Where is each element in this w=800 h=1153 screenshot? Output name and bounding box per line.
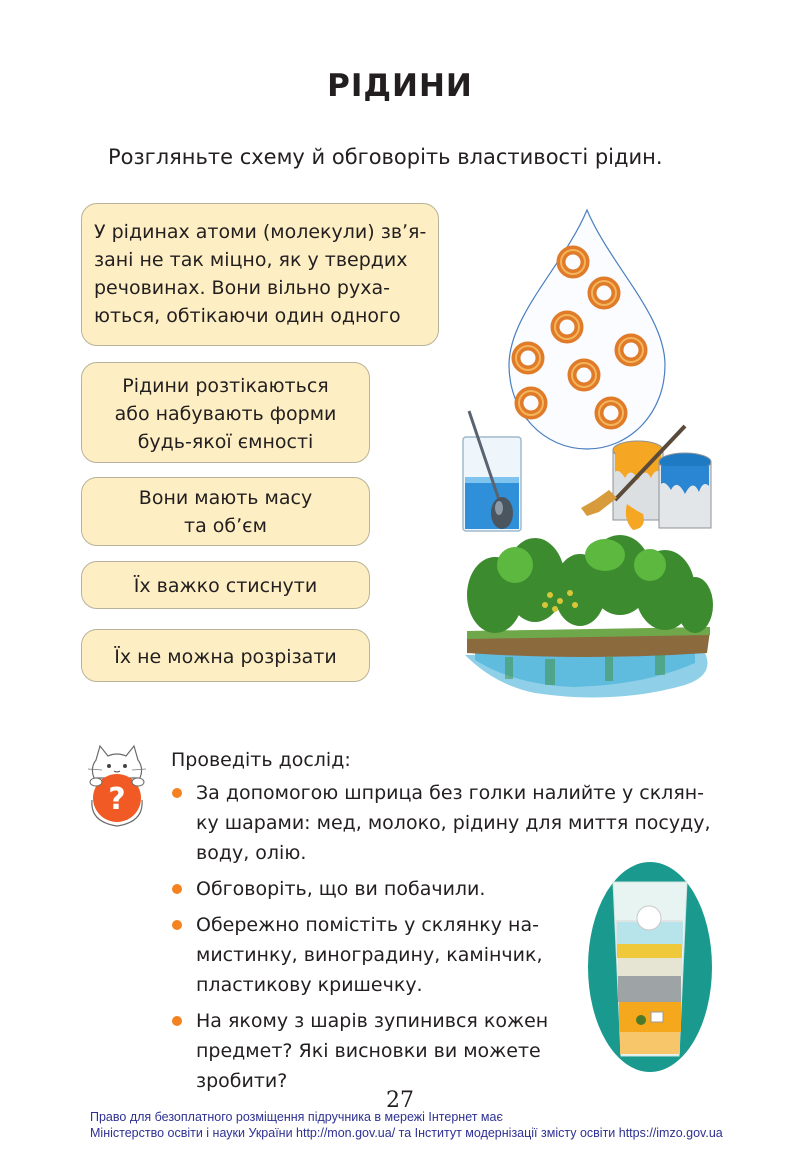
step-line: На якому з шарів зупинився кожен <box>196 1010 549 1032</box>
property-line: або набувають форми <box>114 403 337 425</box>
step-line: пластикову кришечку. <box>196 974 423 996</box>
property-line: Їх не можна розрізати <box>114 646 337 668</box>
step-line: ку шарами: мед, молоко, рідину для миття посуду, <box>196 812 711 834</box>
step-line: За допомогою шприца без голки налийте у склян- <box>196 782 705 804</box>
cat-question-icon <box>82 742 152 832</box>
step-line: Обговоріть, що ви побачили. <box>196 878 486 900</box>
property-line: та обʼєм <box>184 515 267 537</box>
property-box-compress <box>81 561 370 609</box>
bullet-dot-icon <box>172 920 182 930</box>
property-line: речовинах. Вони вільно руха- <box>94 277 390 299</box>
page-title: РІДИНИ <box>327 68 473 104</box>
paint-cans-illustration <box>575 420 725 535</box>
property-line: ються, обтікаючи один одного <box>94 305 401 327</box>
layered-glass-illustration <box>585 860 715 1075</box>
property-box-shape <box>81 362 370 463</box>
property-line: Вони мають масу <box>138 487 313 509</box>
experiment-step <box>170 1006 562 1096</box>
page-number: 27 <box>386 1088 414 1113</box>
experiment-step <box>170 910 562 1000</box>
experiment-step <box>170 778 738 868</box>
step-line: воду, олію. <box>196 842 307 864</box>
step-line: Обережно помістіть у склянку на- <box>196 914 539 936</box>
property-line: зані не так міцно, як у твердих <box>94 249 408 271</box>
footer-line-links: Міністерство освіти і науки України http://mon.gov.ua/ та Інститут модернізації змісту освіти https://imzo.gov.ua <box>90 1126 723 1140</box>
glass-with-spoon-illustration <box>455 405 535 535</box>
property-box-molecules <box>81 203 439 346</box>
question-mark-glyph: ? <box>108 782 126 817</box>
bullet-dot-icon <box>172 884 182 894</box>
step-line: зробити? <box>196 1070 288 1092</box>
property-line: Їх важко стиснути <box>133 575 318 597</box>
property-line: У рідинах атоми (молекули) звʼя- <box>94 221 427 243</box>
bullet-dot-icon <box>172 1016 182 1026</box>
property-box-mass <box>81 477 370 546</box>
footer-line-rights: Право для безоплатного розміщення підручника в мережі Інтернет має <box>90 1110 503 1124</box>
step-line: предмет? Які висновки ви можете <box>196 1040 541 1062</box>
property-line: Рідини розтікаються <box>122 375 329 397</box>
experiment-title: Проведіть дослід: <box>171 749 351 771</box>
property-box-cut <box>81 629 370 682</box>
bullet-dot-icon <box>172 788 182 798</box>
page-subtitle: Розгляньте схему й обговоріть властивості рідин. <box>108 145 663 169</box>
step-line: мистинку, виноградину, камінчик, <box>196 944 543 966</box>
property-line: будь-якої ємності <box>137 431 314 453</box>
lake-landscape-illustration <box>455 535 720 710</box>
